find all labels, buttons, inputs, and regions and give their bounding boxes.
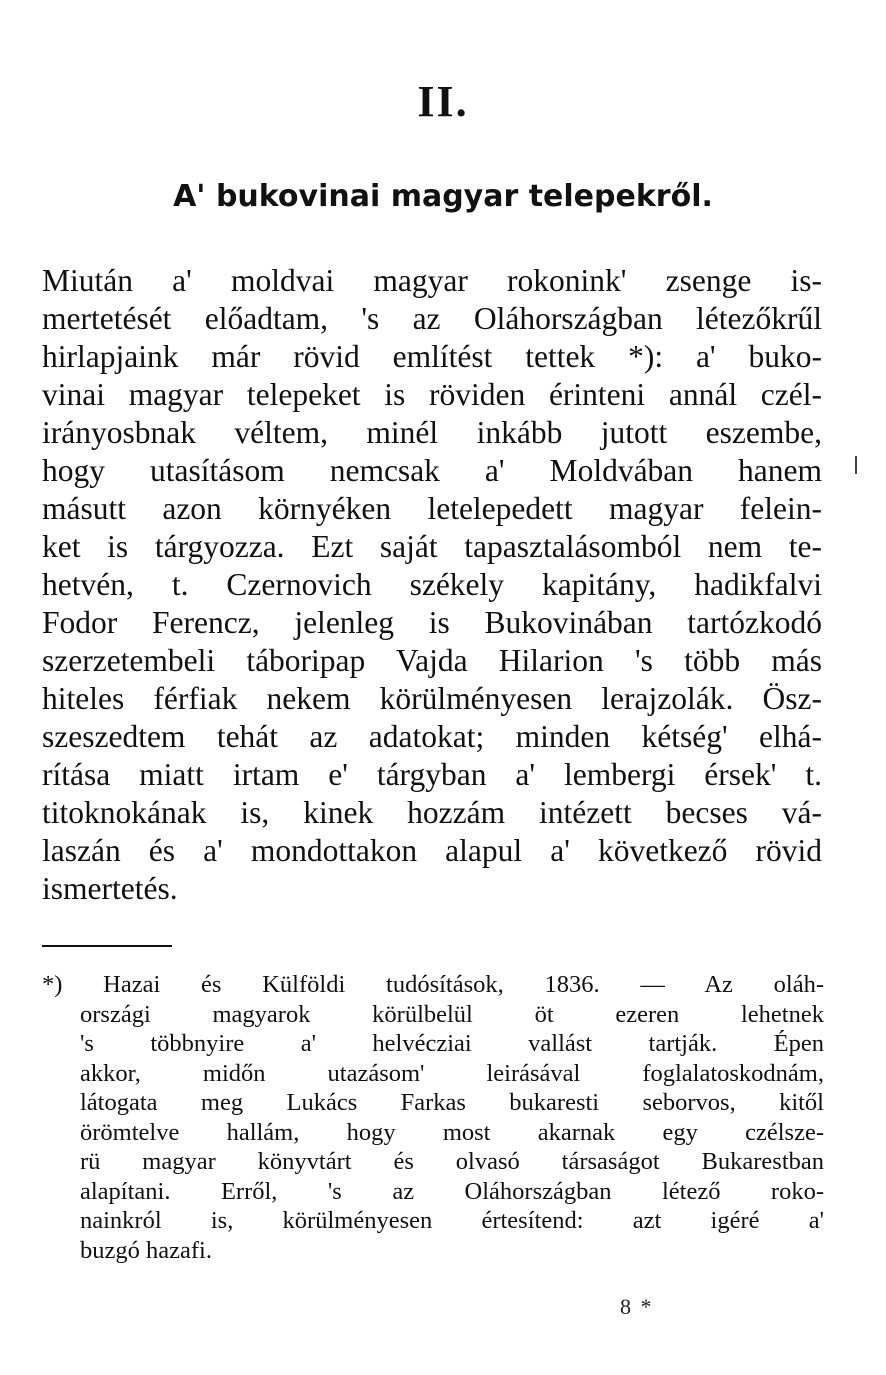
body-line: másutt azon környéken letelepedett magyar felein- <box>42 491 822 526</box>
body-line: vinai magyar telepeket is röviden érinteni annál czél- <box>42 377 822 412</box>
footnote-line: látogata meg Lukács Farkas bukaresti seborvos, kitől <box>80 1089 824 1116</box>
body-line: hirlapjaink már rövid említést tettek *): a' buko- <box>42 339 822 374</box>
footnote-divider <box>42 945 172 947</box>
body-line: ket is tárgyozza. Ezt saját tapasztalásomból nem te- <box>42 529 822 564</box>
body-line: mertetését előadtam, 's az Oláhországban létezőkrűl <box>42 301 822 336</box>
footnote-line: *) Hazai és Külföldi tudósítások, 1836. — Az oláh- <box>42 971 824 998</box>
chapter-number: II. <box>417 77 469 126</box>
footnote-line: akkor, midőn utazásom' leirásával foglalatoskodnám, <box>80 1059 824 1087</box>
body-line: Miután a' moldvai magyar rokonink' zsenge is- <box>42 263 822 298</box>
body-line: szeszedtem tehát az adatokat; minden kétség' elhá- <box>42 719 822 754</box>
footnote-line: 's többnyire a' helvécziai vallást tartják. Épen <box>80 1030 824 1057</box>
body-line: titoknokának is, kinek hozzám intézett becses vá- <box>42 795 822 830</box>
body-line: hogy utasításom nemcsak a' Moldvában hanem <box>42 453 822 488</box>
body-line: ismertetés. <box>42 871 178 906</box>
body-line: hetvén, t. Czernovich székely kapitány, hadikfalvi <box>42 567 822 602</box>
footnote-line: örömtelve hallám, hogy most akarnak egy czélsze- <box>80 1118 824 1146</box>
body-line: rítása miatt irtam e' tárgyban a' lembergi érsek' t. <box>42 757 822 792</box>
footnote-line: alapítani. Erről, 's az Oláhországban létező roko- <box>80 1177 824 1205</box>
footnote-line: nainkról is, körülményesen értesítend: azt igéré a' <box>80 1207 824 1234</box>
body-line: szerzetembeli táboripap Vajda Hilarion 's több más <box>42 643 822 678</box>
footnote <box>42 970 824 1265</box>
footnote-line: rü magyar könyvtárt és olvasó társaságot Bukarestban <box>80 1148 824 1175</box>
body-paragraph <box>42 262 822 908</box>
body-line: laszán és a' mondottakon alapul a' következő rövid <box>42 833 822 868</box>
footnote-line: országi magyarok körülbelül öt ezeren lehetnek <box>80 1000 824 1028</box>
margin-mark <box>855 456 857 474</box>
body-line: Fodor Ferencz, jelenleg is Bukovinában tartózkodó <box>42 605 822 640</box>
signature-mark: 8 * <box>620 1294 654 1319</box>
body-line: irányosbnak véltem, minél inkább jutott eszembe, <box>42 415 822 450</box>
body-line: hiteles férfiak nekem körülményesen lerajzolák. Ösz- <box>42 681 822 716</box>
footnote-line: buzgó hazafi. <box>80 1236 212 1264</box>
section-heading: A' bukovinai magyar telepekről. <box>173 179 713 214</box>
